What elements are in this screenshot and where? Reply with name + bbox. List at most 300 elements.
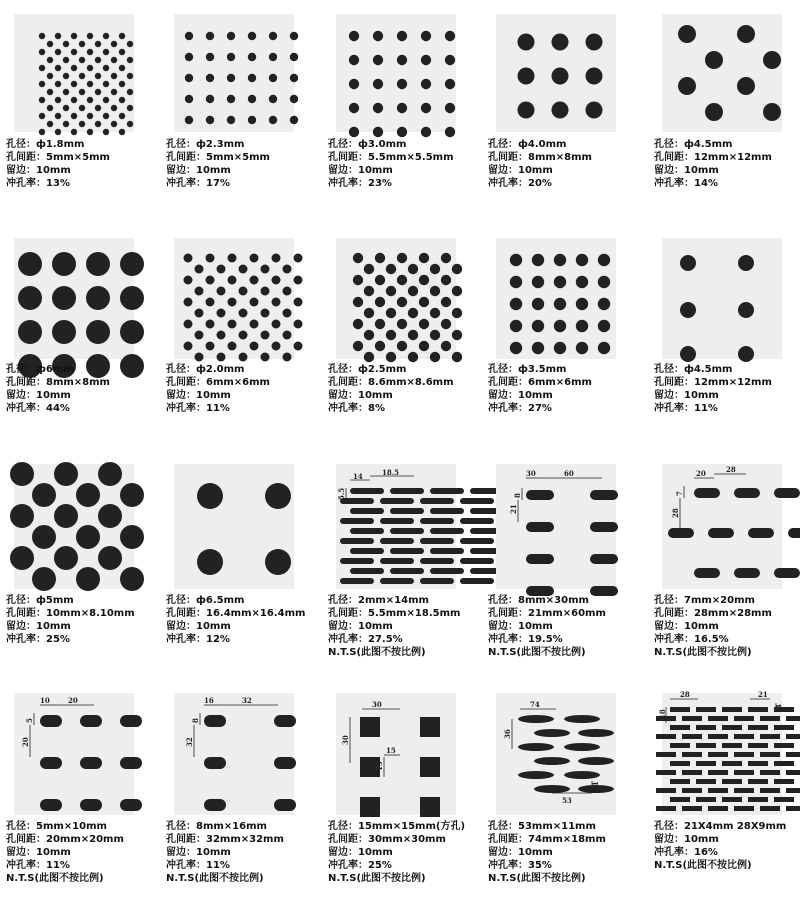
brick-hole [760,806,780,811]
spec-line: 冲孔率：13% [6,178,70,189]
dimension-label: 4 [774,704,783,709]
hole [87,33,93,39]
dimension-label: 53 [562,796,572,805]
hole [532,298,544,310]
hole [119,49,125,55]
perforation-swatch [174,464,294,589]
hole [185,116,193,124]
hole [375,319,385,329]
brick-hole [748,797,768,802]
pattern-drawing [662,238,782,359]
hole [576,254,588,266]
hole [283,353,292,362]
hole [408,308,418,318]
hole [598,254,610,266]
hole [261,309,270,318]
slot-hole [430,488,464,494]
hole [294,342,303,351]
hole [55,113,61,119]
slot-hole [120,715,142,727]
dimension-label: 10 [40,696,50,705]
brick-hole [722,797,742,802]
brick-hole [682,770,702,775]
brick-hole [786,770,800,775]
hole [510,254,522,266]
spec-line: 孔径：ф4.0mm [488,139,567,150]
hole [119,65,125,71]
hole [52,320,76,344]
hole [87,129,93,135]
slot-hole [350,508,384,514]
slot-hole [708,528,734,538]
perforation-swatch [336,238,456,359]
hole [353,253,363,263]
hole [228,254,237,263]
brick-hole [734,770,754,775]
perforation-swatch [336,14,456,132]
hole [586,68,603,85]
hole [364,264,374,274]
spec-line: N.T.S(此图不按比例) [488,873,586,884]
spec-line: 冲孔率：16% [654,847,718,858]
hole [239,353,248,362]
brick-hole [722,725,742,730]
hole [127,105,133,111]
brick-hole [708,770,728,775]
spec-line: N.T.S(此图不按比例) [328,647,426,658]
brick-hole [748,707,768,712]
brick-hole [760,734,780,739]
dimension-label: 8 [513,493,522,498]
hole [127,41,133,47]
slot-hole [120,799,142,811]
hole [364,286,374,296]
hole [71,81,77,87]
dimension-label: 16 [204,696,214,705]
slot-hole [390,508,424,514]
hole [452,308,462,318]
hole [39,49,45,55]
hole [206,320,215,329]
hole [421,55,431,65]
slot-hole [80,757,102,769]
hole [452,286,462,296]
pattern-drawing [14,14,134,132]
hole [763,103,781,121]
hole [217,309,226,318]
hole [430,308,440,318]
hole [261,353,270,362]
spec-line: 孔间距：16.4mm×16.4mm [166,608,306,619]
hole [79,121,85,127]
hole [349,127,359,137]
spec-line: 孔径：ф4.5mm [654,364,733,375]
hole [47,41,53,47]
hole [250,298,259,307]
hole [419,297,429,307]
hole [269,32,277,40]
brick-hole [786,806,800,811]
hole [55,33,61,39]
hole [349,103,359,113]
slot-hole [420,538,454,544]
hole [120,320,144,344]
spec-line: 孔径：ф3.0mm [328,139,407,150]
hole [576,276,588,288]
spec-text [166,594,305,646]
spec-line: 冲孔率：25% [6,634,70,645]
slot-hole [460,558,494,564]
slot-hole [526,522,554,532]
hole [269,116,277,124]
hole [227,95,235,103]
slot-hole [774,568,800,578]
hole [111,89,117,95]
hole [47,73,53,79]
hole [79,89,85,95]
spec-line: 冲孔率：27% [488,403,552,414]
spec-line: 冲孔率：8% [328,403,385,414]
spec-line: 孔间距：5.5mm×18.5mm [328,608,461,619]
brick-hole [748,761,768,766]
hole [111,73,117,79]
brick-hole [708,788,728,793]
hole [250,254,259,263]
spec-line: 孔径：8mm×30mm [488,595,589,606]
hole [119,97,125,103]
hole [373,79,383,89]
hole [87,97,93,103]
slot-hole [274,799,296,811]
ellipse-hole [534,729,570,737]
pattern-drawing [658,690,783,815]
spec-line: 冲孔率：11% [166,860,230,871]
spec-line: N.T.S(此图不按比例) [6,873,104,884]
square-hole [420,757,440,777]
hole [228,342,237,351]
hole [185,74,193,82]
slot-hole [380,518,414,524]
brick-hole [786,788,800,793]
hole [408,286,418,296]
hole [397,55,407,65]
hole [272,342,281,351]
hole [195,287,204,296]
pattern-drawing [14,693,134,815]
brick-hole [656,770,676,775]
perforation-swatch [336,464,456,589]
hole [373,103,383,113]
pattern-drawing [336,238,456,359]
slot-hole [340,558,374,564]
hole [197,483,223,509]
spec-line: 孔径：ф2.5mm [328,364,407,375]
perforation-swatch [14,14,134,132]
hole [86,320,110,344]
perforation-swatch [662,464,782,589]
hole [421,103,431,113]
spec-line: 孔间距：21mm×60mm [488,608,606,619]
hole [445,55,455,65]
square-hole [420,797,440,817]
hole [120,286,144,310]
brick-hole [722,707,742,712]
dimension-label: 28 [726,465,736,474]
spec-line: 孔径：7mm×20mm [654,595,755,606]
perforation-swatch [14,464,134,589]
pattern-drawing [14,464,134,589]
ellipse-hole [564,771,600,779]
hole [206,116,214,124]
hole [95,89,101,95]
spec-text [654,820,786,872]
slot-hole [350,528,384,534]
brick-hole [774,779,794,784]
spec-line: 留边：10mm [6,847,71,858]
hole [95,121,101,127]
perforation-swatch [496,464,616,589]
slot-hole [526,554,554,564]
spec-line: 孔间距：20mm×20mm [6,834,124,845]
spec-line: 留边：10mm [654,621,719,632]
brick-hole [670,779,690,784]
hole [353,297,363,307]
perforation-swatch [336,693,456,815]
hole [552,102,569,119]
spec-line: 孔间距：12mm×12mm [654,152,772,163]
hole [86,286,110,310]
dimension-label: 30 [372,700,382,709]
hole [705,103,723,121]
slot-hole [430,528,464,534]
hole [206,74,214,82]
hole [63,73,69,79]
pattern-drawing [174,238,294,359]
spec-line: 孔径：ф4.5mm [654,139,733,150]
slot-hole [380,498,414,504]
hole [228,298,237,307]
slot-hole [340,578,374,584]
hole [103,33,109,39]
slot-hole [420,558,454,564]
hole [738,302,754,318]
hole [32,567,56,591]
hole [290,116,298,124]
hole [127,89,133,95]
brick-hole [682,752,702,757]
hole [452,330,462,340]
perforation-swatch [174,693,294,815]
hole [55,97,61,103]
spec-line: 留边：10mm [654,834,719,845]
ellipse-hole [578,729,614,737]
spec-text [328,138,454,190]
hole [206,32,214,40]
hole [184,320,193,329]
brick-hole [734,752,754,757]
hole [248,53,256,61]
pattern-drawing [14,238,134,359]
brick-hole [656,806,676,811]
pattern-drawing [174,14,294,132]
hole [206,254,215,263]
hole [738,255,754,271]
brick-hole [786,716,800,721]
spec-line: 孔径：ф6.5mm [166,595,245,606]
brick-hole [656,734,676,739]
spec-line: 留边：10mm [6,165,71,176]
slot-hole [420,578,454,584]
hole [95,105,101,111]
spec-line: 冲孔率：35% [488,860,552,871]
hole [430,330,440,340]
spec-line: 冲孔率：11% [654,403,718,414]
hole [52,286,76,310]
hole [111,57,117,63]
hole [39,129,45,135]
hole [95,73,101,79]
hole [680,302,696,318]
hole [419,253,429,263]
hole [552,68,569,85]
hole [87,65,93,71]
spec-line: 孔间距：74mm×18mm [488,834,606,845]
hole [586,102,603,119]
hole [283,331,292,340]
hole [397,341,407,351]
hole [445,103,455,113]
hole [98,504,122,528]
hole [111,41,117,47]
brick-hole [722,779,742,784]
hole [375,275,385,285]
hole [18,320,42,344]
hole [76,483,100,507]
hole [441,275,451,285]
brick-hole [722,743,742,748]
hole [63,121,69,127]
ellipse-hole [578,757,614,765]
hole [55,49,61,55]
hole [265,549,291,575]
slot-hole [340,538,374,544]
slot-hole [748,528,774,538]
brick-hole [760,770,780,775]
hole [397,31,407,41]
dimension-label: 30 [341,735,350,745]
square-hole [360,797,380,817]
hole [445,31,455,41]
perforation-swatch [496,693,616,815]
spec-line: 留边：10mm [328,390,393,401]
spec-line: 孔间距：5.5mm×5.5mm [328,152,454,163]
spec-line: 留边：10mm [488,847,553,858]
hole [206,276,215,285]
spec-line: 孔径：ф2.0mm [166,364,245,375]
dimension-label: 5 [25,718,34,723]
slot-hole [380,578,414,584]
brick-hole [786,752,800,757]
hole [283,309,292,318]
hole [598,320,610,332]
slot-hole [460,518,494,524]
hole [39,97,45,103]
hole [375,297,385,307]
spec-line: 留边：10mm [488,390,553,401]
dimension-label: 21 [758,690,768,699]
hole [738,346,754,362]
hole [206,53,214,61]
hole [452,352,462,362]
hole [598,342,610,354]
hole [39,33,45,39]
hole [63,57,69,63]
hole [532,320,544,332]
perforation-swatch [662,238,782,359]
hole [518,34,535,51]
brick-hole [682,716,702,721]
hole [576,298,588,310]
hole [510,276,522,288]
spec-text [488,363,592,415]
hole [250,342,259,351]
hole [445,79,455,89]
hole [71,65,77,71]
hole [55,129,61,135]
pattern-drawing [174,464,294,589]
hole [120,483,144,507]
hole [532,342,544,354]
hole [185,53,193,61]
hole [79,41,85,47]
slot-hole [694,568,720,578]
dimension-label: 8 [191,718,200,723]
hole [103,97,109,103]
spec-line: 冲孔率：23% [328,178,392,189]
hole [419,319,429,329]
hole [510,320,522,332]
spec-line: 孔间距：28mm×28mm [654,608,772,619]
pattern-drawing [336,464,456,589]
ellipse-hole [518,743,554,751]
brick-hole [696,761,716,766]
hole [32,525,56,549]
hole [206,342,215,351]
hole [120,525,144,549]
hole [98,546,122,570]
dimension-label: 15 [386,746,396,755]
hole [184,254,193,263]
hole [554,342,566,354]
hole [103,129,109,135]
spec-line: 孔间距：5mm×5mm [166,152,270,163]
hole [430,264,440,274]
hole [705,51,723,69]
brick-hole [708,716,728,721]
hole [419,275,429,285]
slot-hole [694,488,720,498]
brick-hole [656,788,676,793]
hole [71,49,77,55]
spec-line: 冲孔率：20% [488,178,552,189]
slot-hole [204,799,226,811]
spec-text [488,820,606,885]
brick-hole [722,761,742,766]
spec-line: 留边：10mm [488,165,553,176]
hole [386,330,396,340]
hole [95,41,101,47]
hole [576,342,588,354]
